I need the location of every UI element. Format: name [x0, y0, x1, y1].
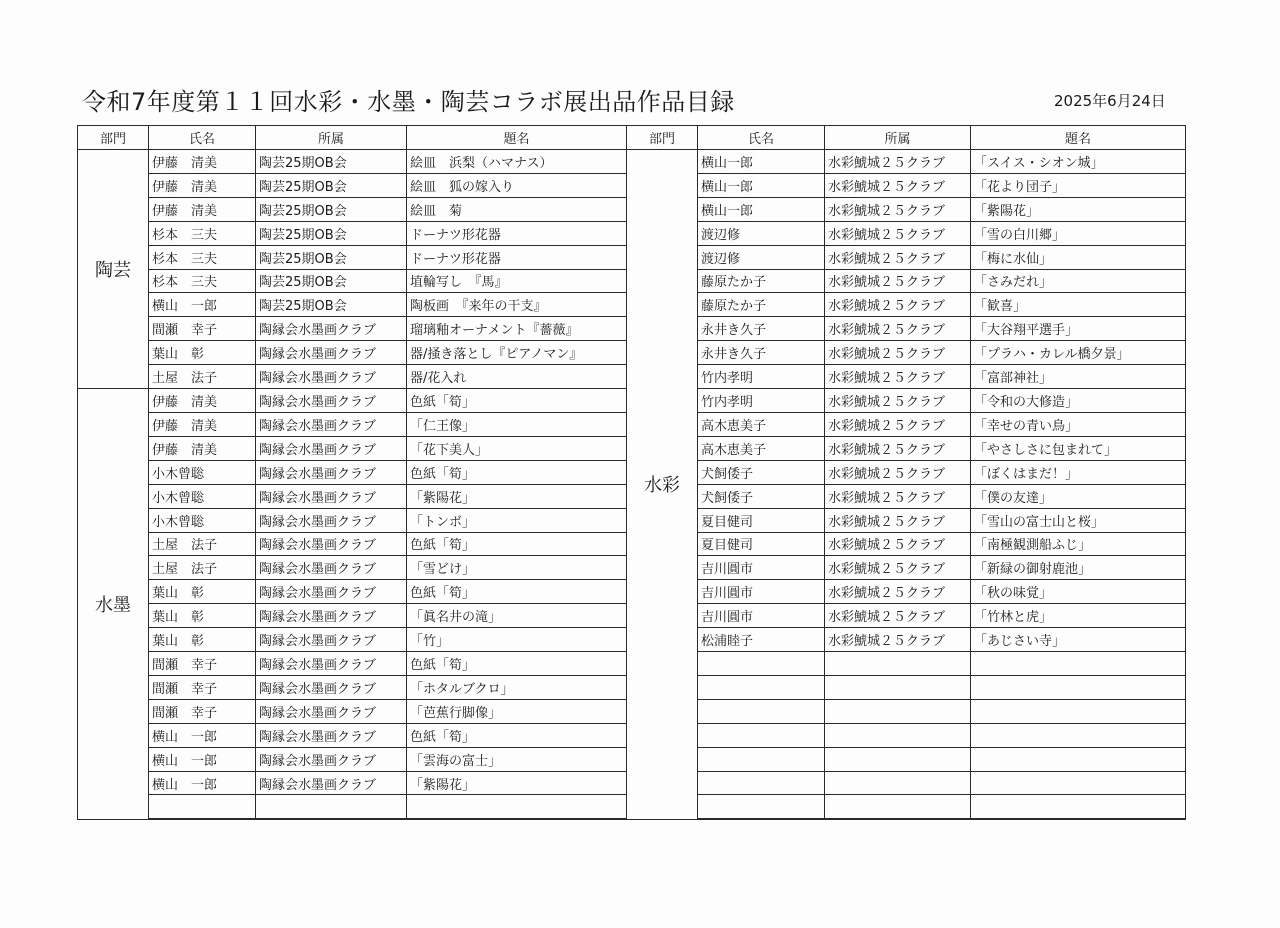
title-cell: 器/花入れ [407, 365, 627, 389]
name-cell: 藤原たか子 [698, 269, 825, 293]
name-cell [698, 675, 825, 699]
page-title: 令和7年度第１１回水彩・水墨・陶芸コラボ展出品作品目録 [82, 88, 735, 116]
affiliation-cell: 水彩鯱城２５クラブ [825, 412, 971, 436]
dept-cell: 水彩 [627, 150, 698, 820]
title-cell: 「雪どけ」 [407, 556, 627, 580]
title-cell: 「芭蕉行脚像」 [407, 699, 627, 723]
title-cell: 「新緑の御射鹿池」 [971, 556, 1186, 580]
name-cell: 高木恵美子 [698, 412, 825, 436]
title-cell: 「南極観測船ふじ」 [971, 532, 1186, 556]
affiliation-cell: 水彩鯱城２５クラブ [825, 580, 971, 604]
affiliation-cell: 水彩鯱城２５クラブ [825, 436, 971, 460]
name-cell: 横山一郎 [698, 173, 825, 197]
title-cell: 「歓喜」 [971, 293, 1186, 317]
affiliation-cell: 水彩鯱城２５クラブ [825, 341, 971, 365]
affiliation-cell: 陶縁会水墨画クラブ [256, 317, 407, 341]
title-cell [971, 699, 1186, 723]
affiliation-cell: 水彩鯱城２５クラブ [825, 221, 971, 245]
affiliation-cell: 陶芸25期OB会 [256, 173, 407, 197]
name-cell [698, 747, 825, 771]
affiliation-cell: 陶縁会水墨画クラブ [256, 699, 407, 723]
title-cell: 「大谷翔平選手」 [971, 317, 1186, 341]
title-cell: 「花下美人」 [407, 436, 627, 460]
affiliation-cell: 水彩鯱城２５クラブ [825, 389, 971, 413]
title-cell: 「花より団子」 [971, 173, 1186, 197]
affiliation-cell: 水彩鯱城２５クラブ [825, 604, 971, 628]
dept-cell: 陶芸 [78, 150, 149, 389]
title-cell: 「雲海の富士」 [407, 747, 627, 771]
header-row [78, 126, 1186, 150]
name-cell: 横山一郎 [698, 197, 825, 221]
affiliation-cell: 陶縁会水墨画クラブ [256, 604, 407, 628]
name-cell: 横山 一郎 [149, 723, 256, 747]
name-cell: 杉本 三夫 [149, 221, 256, 245]
affiliation-cell: 陶芸25期OB会 [256, 221, 407, 245]
affiliation-cell: 水彩鯱城２５クラブ [825, 245, 971, 269]
name-cell: 犬飼倭子 [698, 460, 825, 484]
affiliation-cell: 陶縁会水墨画クラブ [256, 675, 407, 699]
name-cell [698, 771, 825, 795]
title-cell: 色紙「筍」 [407, 723, 627, 747]
title-cell: 絵皿 狐の嫁入り [407, 173, 627, 197]
name-cell: 犬飼倭子 [698, 484, 825, 508]
name-cell: 葉山 彰 [149, 628, 256, 652]
document-date: 2025年6月24日 [1054, 92, 1166, 110]
header-dept-left: 部門 [78, 126, 149, 150]
name-cell: 土屋 法子 [149, 532, 256, 556]
name-cell: 横山 一郎 [149, 771, 256, 795]
affiliation-cell: 陶芸25期OB会 [256, 269, 407, 293]
affiliation-cell: 陶縁会水墨画クラブ [256, 628, 407, 652]
title-cell [971, 795, 1186, 819]
name-cell: 吉川圓市 [698, 604, 825, 628]
name-cell: 土屋 法子 [149, 365, 256, 389]
name-cell: 渡辺修 [698, 221, 825, 245]
affiliation-cell [256, 795, 407, 819]
name-cell [698, 723, 825, 747]
affiliation-cell: 水彩鯱城２５クラブ [825, 173, 971, 197]
title-cell: 「仁王像」 [407, 412, 627, 436]
title-cell: 「紫陽花」 [971, 197, 1186, 221]
title-cell: 瑠璃釉オーナメント『薔薇』 [407, 317, 627, 341]
title-cell: 「あじさい寺」 [971, 628, 1186, 652]
name-cell: 間瀬 幸子 [149, 652, 256, 676]
name-cell: 藤原たか子 [698, 293, 825, 317]
name-cell: 小木曾聡 [149, 508, 256, 532]
name-cell: 横山 一郎 [149, 747, 256, 771]
affiliation-cell: 陶縁会水墨画クラブ [256, 412, 407, 436]
name-cell: 杉本 三夫 [149, 269, 256, 293]
title-cell: 器/掻き落とし『ピアノマン』 [407, 341, 627, 365]
catalog-table [77, 125, 1186, 820]
affiliation-cell [825, 747, 971, 771]
title-cell: 「スイス・シオン城」 [971, 150, 1186, 174]
affiliation-cell: 水彩鯱城２５クラブ [825, 317, 971, 341]
title-cell [971, 771, 1186, 795]
affiliation-cell: 陶縁会水墨画クラブ [256, 460, 407, 484]
title-cell: 色紙「筍」 [407, 580, 627, 604]
affiliation-cell: 水彩鯱城２５クラブ [825, 365, 971, 389]
affiliation-cell [825, 675, 971, 699]
name-cell: 葉山 彰 [149, 341, 256, 365]
name-cell: 小木曾聡 [149, 460, 256, 484]
affiliation-cell: 水彩鯱城２５クラブ [825, 197, 971, 221]
affiliation-cell: 水彩鯱城２５クラブ [825, 269, 971, 293]
title-cell [971, 747, 1186, 771]
name-cell: 竹内孝明 [698, 389, 825, 413]
affiliation-cell: 水彩鯱城２５クラブ [825, 532, 971, 556]
title-cell: 絵皿 菊 [407, 197, 627, 221]
title-cell: 「梅に水仙」 [971, 245, 1186, 269]
title-cell: 「やさしさに包まれて」 [971, 436, 1186, 460]
name-cell: 横山 一郎 [149, 293, 256, 317]
title-cell: 埴輪写し 『馬』 [407, 269, 627, 293]
title-cell: 「ぼくはまだ！」 [971, 460, 1186, 484]
affiliation-cell: 陶縁会水墨画クラブ [256, 341, 407, 365]
dept-cell: 水墨 [78, 389, 149, 819]
title-cell [971, 652, 1186, 676]
title-cell: 「ホタルブクロ」 [407, 675, 627, 699]
affiliation-cell [825, 771, 971, 795]
affiliation-cell [825, 699, 971, 723]
affiliation-cell: 陶縁会水墨画クラブ [256, 723, 407, 747]
affiliation-cell: 陶縁会水墨画クラブ [256, 580, 407, 604]
title-cell: 「プラハ・カレル橋夕景」 [971, 341, 1186, 365]
affiliation-cell [825, 795, 971, 819]
title-cell: 「富部神社」 [971, 365, 1186, 389]
name-cell: 伊藤 清美 [149, 436, 256, 460]
title-cell: 「雪の白川郷」 [971, 221, 1186, 245]
name-cell: 高木恵美子 [698, 436, 825, 460]
name-cell: 伊藤 清美 [149, 412, 256, 436]
table-row [78, 150, 1186, 174]
affiliation-cell: 陶芸25期OB会 [256, 293, 407, 317]
header-name-right: 氏名 [698, 126, 825, 150]
affiliation-cell: 陶芸25期OB会 [256, 197, 407, 221]
affiliation-cell: 陶縁会水墨画クラブ [256, 652, 407, 676]
name-cell: 小木曾聡 [149, 484, 256, 508]
title-cell: 絵皿 浜梨（ハマナス） [407, 150, 627, 174]
name-cell: 間瀬 幸子 [149, 675, 256, 699]
name-cell: 竹内孝明 [698, 365, 825, 389]
title-cell: 「眞名井の滝」 [407, 604, 627, 628]
header-title-right: 題名 [971, 126, 1186, 150]
title-cell: 「竹林と虎」 [971, 604, 1186, 628]
name-cell: 伊藤 清美 [149, 389, 256, 413]
title-cell: 陶板画 『来年の干支』 [407, 293, 627, 317]
title-cell: ドーナツ形花器 [407, 221, 627, 245]
affiliation-cell: 水彩鯱城２５クラブ [825, 484, 971, 508]
title-cell: 「僕の友達」 [971, 484, 1186, 508]
affiliation-cell: 陶縁会水墨画クラブ [256, 389, 407, 413]
title-cell: 色紙「筍」 [407, 532, 627, 556]
name-cell: 杉本 三夫 [149, 245, 256, 269]
title-cell [971, 675, 1186, 699]
affiliation-cell: 水彩鯱城２５クラブ [825, 628, 971, 652]
header-affiliation-left: 所属 [256, 126, 407, 150]
affiliation-cell [825, 652, 971, 676]
title-cell: 「紫陽花」 [407, 484, 627, 508]
name-cell: 夏目健司 [698, 508, 825, 532]
title-cell [971, 723, 1186, 747]
affiliation-cell [825, 723, 971, 747]
name-cell: 間瀬 幸子 [149, 317, 256, 341]
name-cell [698, 699, 825, 723]
name-cell: 伊藤 清美 [149, 173, 256, 197]
name-cell: 伊藤 清美 [149, 197, 256, 221]
name-cell: 渡辺修 [698, 245, 825, 269]
name-cell: 葉山 彰 [149, 604, 256, 628]
name-cell [149, 795, 256, 819]
title-cell: 「秋の味覚」 [971, 580, 1186, 604]
affiliation-cell: 陶芸25期OB会 [256, 245, 407, 269]
title-cell: 色紙「筍」 [407, 389, 627, 413]
affiliation-cell: 陶縁会水墨画クラブ [256, 508, 407, 532]
affiliation-cell: 水彩鯱城２５クラブ [825, 508, 971, 532]
affiliation-cell: 陶縁会水墨画クラブ [256, 532, 407, 556]
affiliation-cell: 水彩鯱城２５クラブ [825, 460, 971, 484]
affiliation-cell: 陶縁会水墨画クラブ [256, 365, 407, 389]
name-cell: 伊藤 清美 [149, 150, 256, 174]
name-cell: 永井き久子 [698, 317, 825, 341]
affiliation-cell: 陶縁会水墨画クラブ [256, 747, 407, 771]
affiliation-cell: 水彩鯱城２５クラブ [825, 150, 971, 174]
header-affiliation-right: 所属 [825, 126, 971, 150]
name-cell: 吉川圓市 [698, 556, 825, 580]
name-cell [698, 795, 825, 819]
title-cell [407, 795, 627, 819]
affiliation-cell: 陶縁会水墨画クラブ [256, 771, 407, 795]
header-name-left: 氏名 [149, 126, 256, 150]
affiliation-cell: 水彩鯱城２５クラブ [825, 293, 971, 317]
affiliation-cell: 陶縁会水墨画クラブ [256, 436, 407, 460]
affiliation-cell: 陶縁会水墨画クラブ [256, 484, 407, 508]
title-cell: 「さみだれ」 [971, 269, 1186, 293]
title-cell: 「トンボ」 [407, 508, 627, 532]
name-cell: 吉川圓市 [698, 580, 825, 604]
title-cell: 色紙「筍」 [407, 460, 627, 484]
affiliation-cell: 陶芸25期OB会 [256, 150, 407, 174]
affiliation-cell: 水彩鯱城２５クラブ [825, 556, 971, 580]
title-cell: 「紫陽花」 [407, 771, 627, 795]
title-cell: 「雪山の富士山と桜」 [971, 508, 1186, 532]
title-cell: 「竹」 [407, 628, 627, 652]
title-cell: ドーナツ形花器 [407, 245, 627, 269]
name-cell: 夏目健司 [698, 532, 825, 556]
title-cell: 「幸せの青い鳥」 [971, 412, 1186, 436]
name-cell: 永井き久子 [698, 341, 825, 365]
title-cell: 色紙「筍」 [407, 652, 627, 676]
title-cell: 「令和の大修造」 [971, 389, 1186, 413]
name-cell: 松浦睦子 [698, 628, 825, 652]
name-cell: 葉山 彰 [149, 580, 256, 604]
name-cell: 土屋 法子 [149, 556, 256, 580]
header-dept-right: 部門 [627, 126, 698, 150]
name-cell: 間瀬 幸子 [149, 699, 256, 723]
header-title-left: 題名 [407, 126, 627, 150]
affiliation-cell: 陶縁会水墨画クラブ [256, 556, 407, 580]
name-cell: 横山一郎 [698, 150, 825, 174]
name-cell [698, 652, 825, 676]
